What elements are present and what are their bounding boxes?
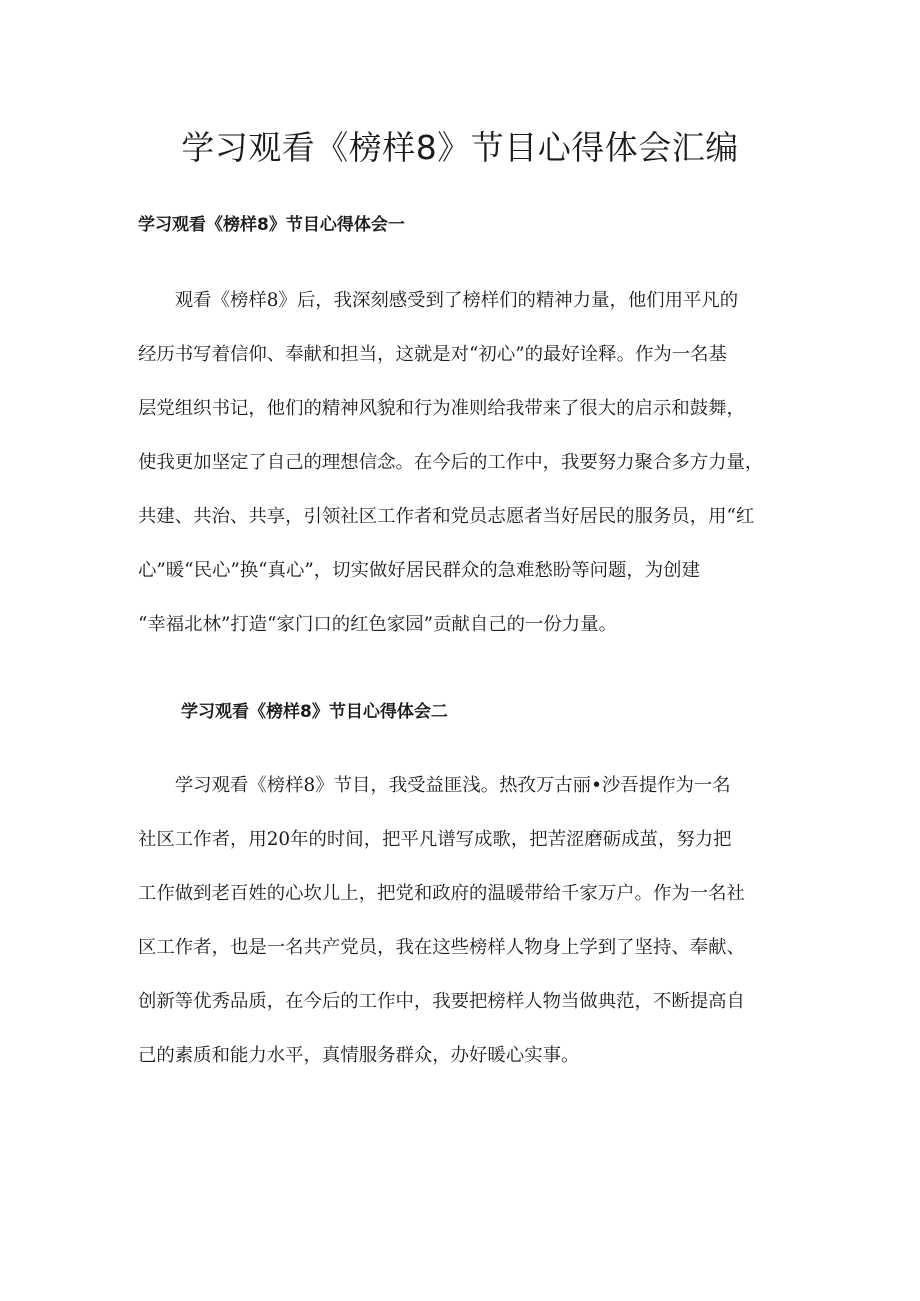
body-line: 工作做到老百姓的心坎儿上，把党和政府的温暖带给千家万户。作为一名社 — [138, 883, 745, 904]
body-line: 层党组织书记，他们的精神风貌和行为准则给我带来了很大的启示和鼓舞， — [138, 398, 745, 419]
body-line: “幸福北林”打造“家门口的红色家园”贡献自己的一份力量。 — [138, 614, 617, 635]
body-line: 心”暖“民心”换“真心”，切实做好居民群众的急难愁盼等问题，为创建 — [138, 560, 700, 581]
section-heading-2: 学习观看《榜样8》节目心得体会二 — [181, 702, 448, 722]
body-line: 区工作者，也是一名共产党员，我在这些榜样人物身上学到了坚持、奉献、 — [138, 937, 745, 958]
body-line: 学习观看《榜样8》节目，我受益匪浅。热孜万古丽•沙吾提作为一名 — [138, 775, 731, 796]
body-line: 共建、共治、共享，引领社区工作者和党员志愿者当好居民的服务员，用“红 — [138, 506, 755, 527]
body-line: 创新等优秀品质，在今后的工作中，我要把榜样人物当做典范，不断提高自 — [138, 991, 745, 1012]
section-heading-1: 学习观看《榜样8》节目心得体会一 — [138, 215, 405, 235]
body-line: 经历书写着信仰、奉献和担当，这就是对“初心”的最好诠释。作为一名基 — [138, 344, 727, 365]
document-title: 学习观看《榜样8》节目心得体会汇编 — [181, 128, 739, 167]
body-line: 己的素质和能力水平，真情服务群众，办好暖心实事。 — [138, 1045, 580, 1066]
body-line: 使我更加坚定了自己的理想信念。在今后的工作中，我要努力聚合多方力量， — [138, 452, 764, 473]
body-line: 社区工作者，用20年的时间，把平凡谱写成歌，把苦涩磨砺成茧，努力把 — [138, 829, 732, 850]
body-line: 观看《榜样8》后，我深刻感受到了榜样们的精神力量，他们用平凡的 — [138, 290, 739, 311]
section-body-2 — [138, 759, 745, 1083]
section-body-1 — [138, 274, 763, 652]
